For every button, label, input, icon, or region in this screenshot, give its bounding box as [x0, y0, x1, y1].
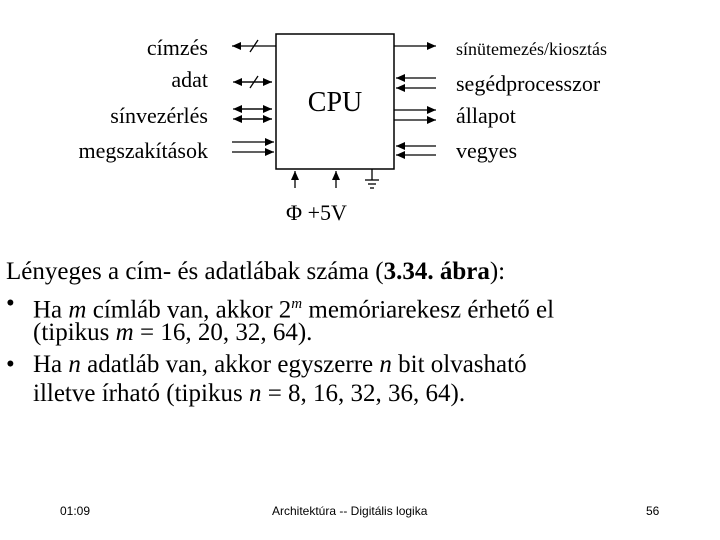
left-signal-label: megszakítások: [78, 138, 208, 163]
left-line-adat: [233, 76, 272, 88]
var-m: m: [115, 319, 134, 346]
right-signal-label: vegyes: [456, 138, 518, 163]
left-line-sinvezerles: [233, 109, 272, 119]
right-line-segedprocesszor: [396, 78, 436, 88]
figure-reference: 3.34. ábra: [383, 258, 490, 285]
intro-suffix: ):: [489, 258, 506, 285]
bullet-2-line-1: Ha n adatláb van, akkor egyszerre n bit olvasható: [33, 351, 527, 378]
bullet-1-line-2: (tipikus m = 16, 20, 32, 64).: [33, 319, 313, 346]
bullet-1-line-1: Ha m címláb van, akkor 2$^m$ memóriarekesz érhető el: [33, 296, 555, 324]
right-line-vegyes: [396, 146, 436, 155]
exponent-m: m: [291, 296, 303, 312]
var-n: n: [248, 380, 262, 407]
cpu-label: CPU: [307, 87, 363, 118]
bullet-2-line-2: illetve írható (tipikus n = 8, 16, 32, 36, 64).: [33, 380, 466, 407]
left-line-cimzes: [232, 40, 276, 52]
intro-prefix: Lényeges a cím- és adatlábak száma (: [6, 258, 384, 285]
right-signal-label: segédprocesszor: [456, 71, 601, 96]
right-signal-label: állapot: [456, 103, 516, 128]
left-signal-label: adat: [171, 67, 208, 92]
cpu-pinout-diagram: [0, 0, 720, 240]
left-signal-label: sínvezérlés: [110, 103, 208, 128]
right-signal-label: sínütemezés/kiosztás: [456, 39, 607, 59]
var-m: m: [68, 296, 87, 324]
footer-title: Architektúra -- Digitális logika: [272, 504, 428, 518]
ground-symbol: [365, 169, 379, 188]
footer-page-number: 56: [646, 504, 660, 518]
footer-time: 01:09: [60, 504, 91, 518]
left-line-megszakitasok: [232, 142, 274, 152]
left-signal-label: címzés: [146, 35, 208, 60]
var-n: n: [379, 351, 392, 378]
intro-line: [6, 257, 505, 287]
right-line-allapot: [394, 110, 436, 120]
var-n: n: [68, 351, 81, 378]
clock-power-label: Φ +5V: [286, 200, 347, 225]
bullet-marker: •: [6, 351, 15, 378]
bullet-marker: •: [6, 290, 15, 317]
